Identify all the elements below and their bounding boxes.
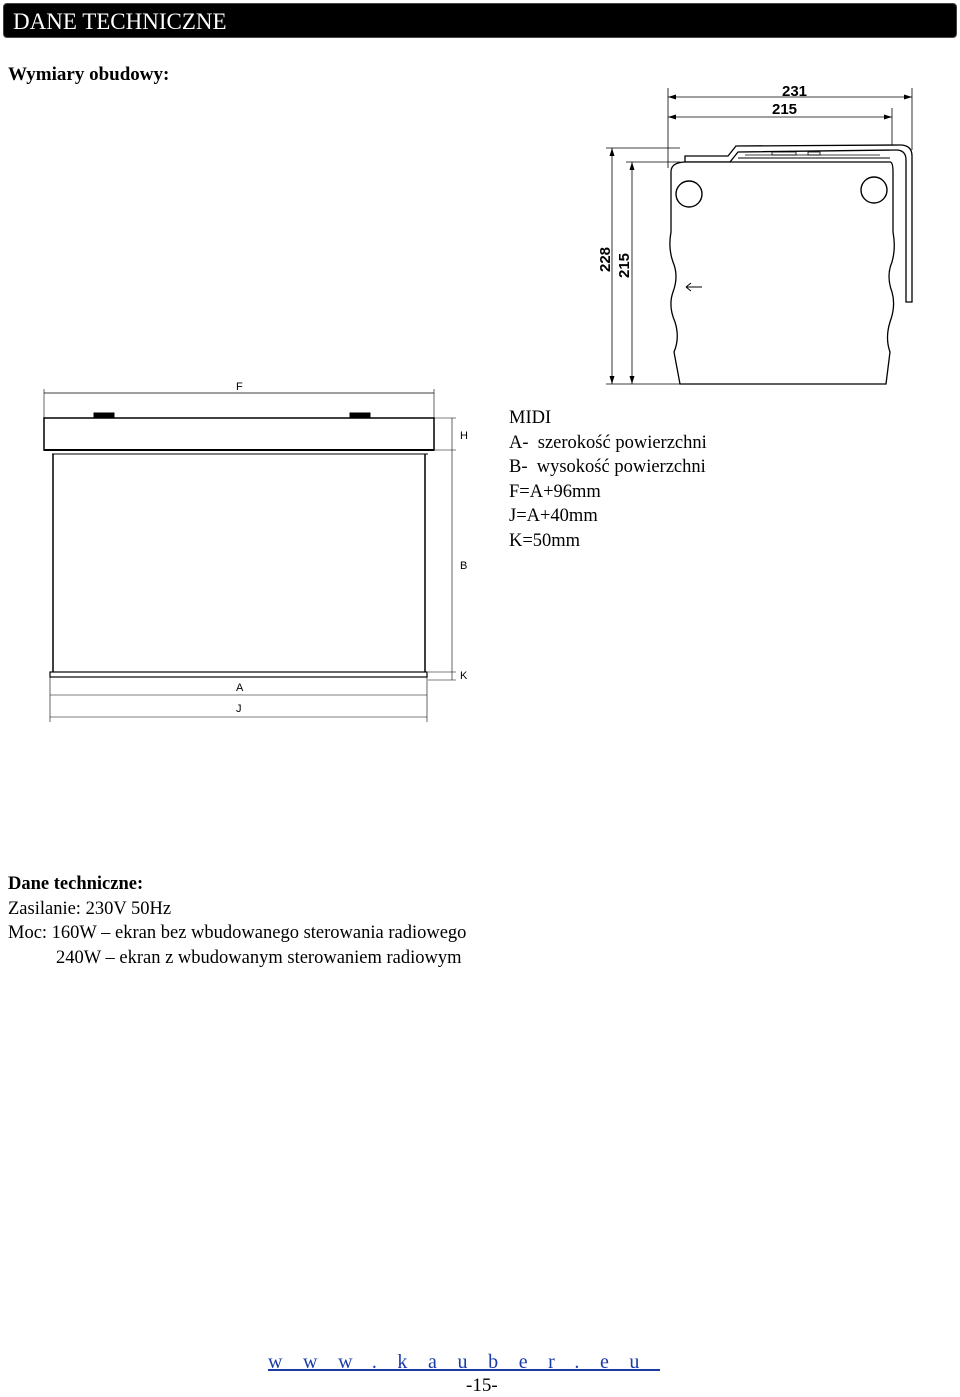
dimensions-heading: Wymiary obudowy: bbox=[8, 64, 170, 85]
dim-height-inner: 215 bbox=[616, 252, 633, 278]
side-view bbox=[606, 88, 912, 384]
spec-power-supply: Zasilanie: 230V 50Hz bbox=[8, 898, 172, 919]
legend-line: K=50mm bbox=[509, 530, 581, 551]
dim-label-f: F bbox=[236, 381, 243, 393]
dim-label-k: K bbox=[460, 670, 468, 682]
dim-width-inner: 215 bbox=[772, 101, 798, 118]
footer-url-link[interactable]: www.kauber.eu bbox=[268, 1351, 661, 1373]
dim-width-outer: 231 bbox=[782, 83, 808, 100]
dim-height-outer: 228 bbox=[597, 246, 614, 272]
legend-model: MIDI bbox=[509, 408, 552, 428]
legend-line: B- wysokość powierzchni bbox=[509, 457, 706, 478]
page-title: DANE TECHNICZNE bbox=[13, 9, 227, 34]
legend-line: A- szerokość powierzchni bbox=[509, 432, 707, 453]
dim-label-j: J bbox=[236, 703, 242, 715]
dimension-legend bbox=[509, 406, 707, 554]
spec-power-1: Moc: 160W – ekran bez wbudowanego sterowania radiowego bbox=[8, 923, 467, 943]
technical-specs bbox=[8, 872, 466, 970]
spec-power-2: 240W – ekran z wbudowanym sterowaniem radiowym bbox=[56, 947, 462, 968]
legend-line: J=A+40mm bbox=[509, 506, 598, 527]
dim-label-b: B bbox=[460, 560, 468, 572]
specs-title: Dane techniczne: bbox=[8, 874, 144, 894]
front-view bbox=[44, 389, 456, 722]
dim-label-h: H bbox=[460, 430, 468, 442]
page-number: -15- bbox=[466, 1375, 498, 1396]
dim-label-a: A bbox=[236, 682, 244, 694]
legend-line: F=A+96mm bbox=[509, 481, 601, 502]
